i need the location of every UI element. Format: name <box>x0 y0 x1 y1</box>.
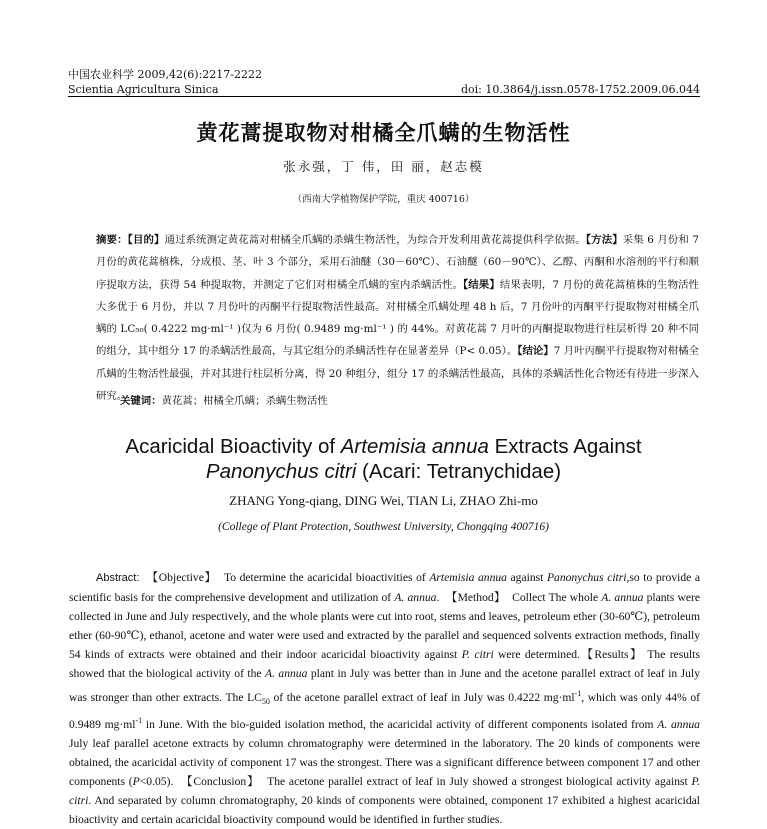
en-results-sp1: A. annua <box>265 667 308 681</box>
en-results-6: July leaf parallel acetone extracts by column chromatography were determined in the laboratory. The 20 kinds of components were obtained, the acaricidal activity of component 17 was the strongest. There was a significant difference between component 17 and other components ( <box>69 736 700 788</box>
cn-affiliation: （西南大学植物保护学院，重庆 400716） <box>292 194 475 205</box>
en-methods-3: were determined. <box>493 648 580 662</box>
en-title-species2: Panonychus citri <box>205 460 357 483</box>
cn-conclusion: 7 月叶丙酮平行提取物对柑橘全爪螨的生物活性最强，并对其进行柱层析分离，得 20 种组分，组分 17 的杀螨活性最高，具体的杀螨活性化合物还有待进一步深入研究。 <box>96 345 699 403</box>
en-results-sub: 50 <box>261 696 270 706</box>
cn-objective-label: 【目的】 <box>127 234 165 246</box>
en-methods-sp1: A. annua <box>601 591 644 605</box>
en-abstract <box>69 568 700 829</box>
en-results-sup1: -1 <box>574 688 582 698</box>
en-objective-1: To determine the acaricidal bioactivities of <box>223 571 430 584</box>
cn-abstract <box>96 229 699 407</box>
header-rule <box>68 96 700 97</box>
en-objective-sp2: Panonychus citri <box>546 571 627 584</box>
en-methods-2: plants were collected in June and July respectively, and the whole plants were cut into root, stems and leaves, petroleum ether (30-60℃), petroleum ether (60-90℃), ethanol, acetone and water were used and extracted by the parallel and sequenced solvents extraction methods, finally 54 kinds of extracts were obtained and their indoor acaricidal bioactivity against <box>69 591 700 662</box>
cn-keywords <box>120 392 328 407</box>
en-results-2: plant in July was better than in June and the acetone parallel extract of leaf in July was stronger than other extracts. The LC <box>69 667 700 704</box>
cn-objective: 通过系统测定黄花蒿对柑橘全爪螨的杀螨生物活性，为综合开发利用黄花蒿提供科学依据。 <box>164 234 586 246</box>
cn-results: 结果表明，7 月份的黄花蒿植株的生物活性大多优于 6 月份，并以 7 月份叶的丙酮平行提取物活性最高。对柑橘全爪螨处理 48 h 后，7 月份叶的丙酮平行提取物对柑橘全爪螨的 LC₅₀( 0.4222 mg·ml⁻¹ )仅为 6 月份( 0.9489 mg·ml⁻¹ ) 的 44%。对黄花蒿 7 月叶的丙酮提取物进行柱层析得 20 种不同的组分，其中组分 17 的杀螨活性最高，与其它组分的杀螨活性存在显著差异（P< 0.05）。 <box>96 278 699 358</box>
en-objective-sp1: Artemisia annua <box>429 571 507 584</box>
en-objective-3: ,so to provide a scientific basis for the comprehensive development and utilization of <box>69 571 701 605</box>
en-conclusion-2: . And separated by column chromatography, 20 kinds of components were obtained, component 17 exhibited a highest acaricidal bioactivity and certain acaricidal bioactivity compound would be identified in further studies. <box>69 794 700 827</box>
en-results-7: <0.05). <box>139 774 174 788</box>
en-results-5: in June. With the bio-guided isolation method, the acaricidal activity of different components isolated from <box>142 717 658 731</box>
en-results-3: of the acetone parallel extract of leaf in July was 0.4222 mg·ml <box>269 690 575 704</box>
cn-keywords-label: 关键词： <box>120 395 162 407</box>
en-objective-label: 【Objective】 <box>146 571 217 584</box>
en-conclusion-1: The acetone parallel extract of leaf in July showed a strongest biological activity against <box>267 774 692 788</box>
en-results-1: The results showed that the biological activity of the <box>69 648 700 681</box>
cn-methods: 采集 6 月份和 7 月份的黄花蒿植株，分成根、茎、叶 3 个部分，采用石油醚（30－60℃）、石油醚（60－90℃）、乙醇、丙酮和水溶剂的平行和顺序提取方法，获得 54 种提取物，并测定了它们对柑橘全爪螨的室内杀螨活性。 <box>96 234 699 291</box>
en-objective-2: against <box>506 571 547 584</box>
en-results-p: P <box>132 774 140 788</box>
doi: doi: 10.3864/j.issn.0578-1752.2009.06.044 <box>460 83 700 96</box>
journal-name-cn: 中国农业科学 2009,42(6):2217-2222 <box>68 68 262 81</box>
en-affiliation: (College of Plant Protection, Southwest University, Chongqing 400716) <box>218 521 549 533</box>
en-methods-sp2: P. citri <box>461 648 494 662</box>
cn-keywords-text: 黄花蒿；柑橘全爪螨；杀螨生物活性 <box>161 395 328 407</box>
en-title-part1: Acaricidal Bioactivity of <box>125 435 341 458</box>
en-abstract-label: Abstract: <box>96 572 140 584</box>
en-results-sp2: A. annua <box>657 717 700 731</box>
cn-abstract-label: 摘要： <box>96 234 128 246</box>
en-title-part2: Extracts Against <box>488 435 642 458</box>
en-methods-label: 【Method】 <box>445 591 506 605</box>
cn-authors: 张永强，丁 伟，田 丽，赵志模 <box>283 159 484 174</box>
cn-title: 黄花蒿提取物对柑橘全爪螨的生物活性 <box>196 121 571 145</box>
en-conclusion-label: 【Conclusion】 <box>180 774 260 788</box>
en-results-4: , which was only 44% of 0.9489 mg·ml <box>69 690 700 731</box>
en-authors: ZHANG Yong-qiang, DING Wei, TIAN Li, ZHAO Zhi-mo <box>229 493 538 508</box>
en-methods-1: Collect The whole <box>512 591 602 605</box>
journal-name-en: Scientia Agricultura Sinica <box>68 83 219 96</box>
en-objective-4: . <box>436 591 440 605</box>
en-title-part3: (Acari: Tetranychidae) <box>356 460 562 483</box>
en-title <box>0 434 767 484</box>
en-objective-sp3: A. annua <box>394 591 437 605</box>
cn-conclusion-label: 【结论】 <box>517 345 554 358</box>
en-results-label: 【Results】 <box>579 648 643 662</box>
cn-methods-label: 【方法】 <box>585 234 623 246</box>
en-results-sup2: -1 <box>135 715 143 725</box>
cn-results-label: 【结果】 <box>462 278 500 291</box>
en-conclusion-sp1: P. citri <box>69 774 701 808</box>
en-title-species1: Artemisia annua <box>340 435 489 458</box>
